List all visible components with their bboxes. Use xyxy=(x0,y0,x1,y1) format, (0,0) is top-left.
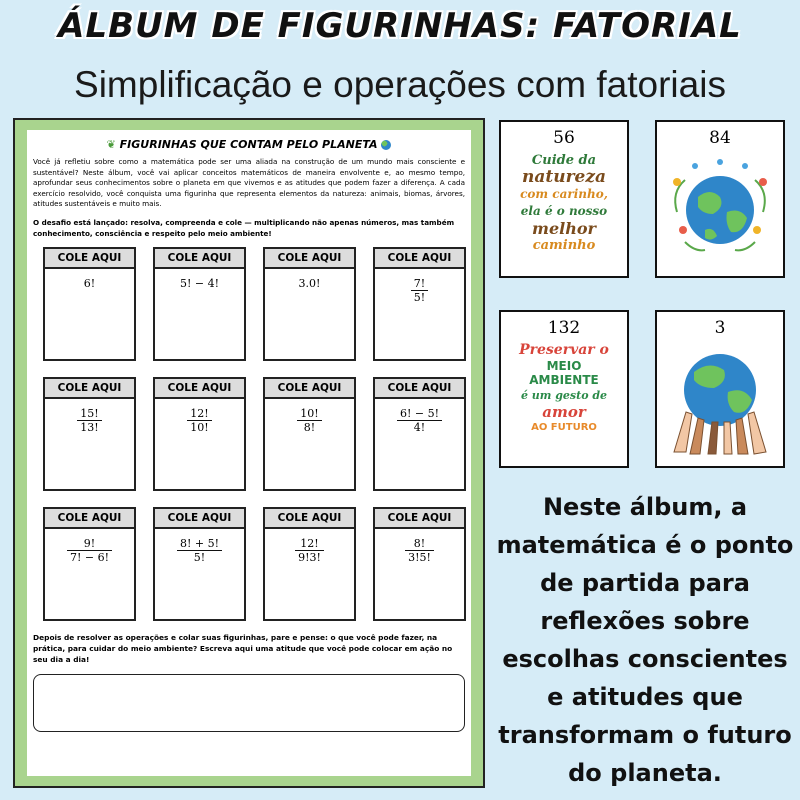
fraction-denominator: 7! − 6! xyxy=(67,550,112,564)
sticker-slot[interactable] xyxy=(373,247,466,361)
worksheet-preview xyxy=(13,118,485,788)
sticker-card-3 xyxy=(655,310,785,468)
fraction-numerator: 12! xyxy=(190,407,209,421)
fraction-numerator: 8! xyxy=(413,537,426,551)
worksheet-intro: Você já refletiu sobre como a matemática pode ser uma aliada na construção de um mundo mais consciente e sustentável? Neste álbum, você vai aplicar conceitos matemáticos de maneira envolvente e, ao mesmo tempo, aprofundar seus conhecimentos sobre o planeta em que vivemos e as atitudes que podem fazer a diferença. A cada exercício resolvido, você conquista uma figurinha que representa elementos da natureza: animais, biomas, árvores, atitudes sustentáveis e muito mais. xyxy=(33,157,465,209)
sticker-slot[interactable] xyxy=(373,377,466,491)
fraction-denominator: 10! xyxy=(187,420,211,434)
sticker-quote-line: AMBIENTE xyxy=(529,373,599,387)
slot-expression: 6! xyxy=(83,277,96,291)
slot-expression xyxy=(45,529,134,564)
slot-expression xyxy=(375,529,464,564)
sticker-slot[interactable] xyxy=(43,377,136,491)
sticker-quote-line: AO FUTURO xyxy=(531,422,597,433)
sticker-number: 3 xyxy=(714,318,726,338)
worksheet-page xyxy=(27,130,471,776)
slot-label: COLE AQUI xyxy=(375,379,464,399)
slot-label: COLE AQUI xyxy=(265,509,354,529)
slot-label: COLE AQUI xyxy=(45,249,134,269)
slot-label: COLE AQUI xyxy=(375,509,464,529)
worksheet-heading xyxy=(33,138,465,151)
sticker-slot[interactable] xyxy=(43,247,136,361)
fraction-denominator: 13! xyxy=(77,420,101,434)
sticker-quote-line: amor xyxy=(542,403,586,421)
sticker-slot[interactable] xyxy=(153,377,246,491)
sticker-quote-line: é um gesto de xyxy=(520,389,608,402)
sticker-slot[interactable] xyxy=(373,507,466,621)
sticker-number: 132 xyxy=(547,318,581,338)
sticker-quote-line: caminho xyxy=(532,238,596,253)
leaf-quote-icon xyxy=(509,152,619,254)
fraction-denominator: 9!3! xyxy=(295,550,324,564)
quote-card-icon xyxy=(505,342,623,435)
fraction-numerator: 12! xyxy=(300,537,319,551)
worksheet-challenge: O desafio está lançado: resolva, compreenda e cole — multiplicando não apenas números, mas também conhecimento, consciência e respeito pelo meio ambiente! xyxy=(33,217,455,238)
fraction-numerator: 8! + 5! xyxy=(179,537,220,551)
sticker-card-56 xyxy=(499,120,629,278)
hands-holding-earth-icon xyxy=(664,342,776,457)
fraction-denominator: 3!5! xyxy=(405,550,434,564)
sticker-quote-line: ela é o nosso xyxy=(520,204,608,218)
slot-expression xyxy=(265,529,354,564)
slot-expression xyxy=(155,529,244,564)
slot-label: COLE AQUI xyxy=(265,379,354,399)
fraction-numerator: 9! xyxy=(83,537,96,551)
sticker-quote-line: Cuide da xyxy=(531,153,597,168)
sticker-number: 56 xyxy=(553,128,575,148)
fraction-denominator: 5! xyxy=(411,290,428,304)
slot-expression xyxy=(155,399,244,434)
slot-label: COLE AQUI xyxy=(45,379,134,399)
globe-icon xyxy=(381,140,391,150)
worksheet-closing: Depois de resolver as operações e colar suas figurinhas, pare e pense: o que você pode fazer, na prática, para cuidar do meio ambiente? Escreva aqui uma atitude que você pode colocar em ação no seu dia a dia! xyxy=(33,633,453,664)
sticker-number: 84 xyxy=(709,128,731,148)
leaf-icon: ❦ xyxy=(106,138,116,151)
sticker-quote-line: com carinho, xyxy=(520,187,608,201)
sticker-card-84 xyxy=(655,120,785,278)
slot-label: COLE AQUI xyxy=(375,249,464,269)
sticker-slot-grid xyxy=(43,247,465,621)
sticker-slot[interactable] xyxy=(263,247,356,361)
sticker-slot[interactable] xyxy=(153,247,246,361)
sticker-quote-line: MEIO xyxy=(546,359,582,373)
fraction-denominator: 8! xyxy=(297,420,321,434)
sticker-slot[interactable] xyxy=(263,377,356,491)
worksheet-heading-text: FIGURINHAS QUE CONTAM PELO PLANETA xyxy=(119,138,378,151)
fraction-denominator: 4! xyxy=(397,420,442,434)
slot-expression: 3.0! xyxy=(298,277,321,291)
slot-expression xyxy=(375,269,464,304)
fraction-denominator: 5! xyxy=(177,550,222,564)
slot-label: COLE AQUI xyxy=(265,249,354,269)
slot-label: COLE AQUI xyxy=(155,509,244,529)
sticker-quote-line: Preservar o xyxy=(519,342,609,358)
earth-with-nature-icon xyxy=(665,152,775,267)
sticker-quote-line: natureza xyxy=(521,167,607,187)
sticker-slot[interactable] xyxy=(263,507,356,621)
fraction-numerator: 10! xyxy=(300,407,319,421)
sticker-card-132 xyxy=(499,310,629,468)
fraction-numerator: 15! xyxy=(80,407,99,421)
side-message: Neste álbum, a matemática é o ponto de partida para reflexões sobre escolhas conscientes e atitudes que transformam o futuro do planeta. xyxy=(496,493,794,787)
fraction-numerator: 7! xyxy=(413,277,426,291)
page-title: ÁLBUM DE FIGURINHAS: FATORIAL xyxy=(58,6,742,46)
sticker-slot[interactable] xyxy=(153,507,246,621)
slot-expression xyxy=(45,399,134,434)
sticker-slot[interactable] xyxy=(43,507,136,621)
slot-label: COLE AQUI xyxy=(155,249,244,269)
fraction-numerator: 6! − 5! xyxy=(399,407,440,421)
sticker-quote-line: melhor xyxy=(532,219,596,238)
answer-textbox[interactable] xyxy=(33,674,465,732)
slot-expression xyxy=(375,399,464,434)
slot-expression: 5! − 4! xyxy=(179,277,220,291)
slot-label: COLE AQUI xyxy=(155,379,244,399)
page-subtitle: Simplificação e operações com fatoriais xyxy=(74,64,726,105)
slot-label: COLE AQUI xyxy=(45,509,134,529)
slot-expression xyxy=(265,399,354,434)
